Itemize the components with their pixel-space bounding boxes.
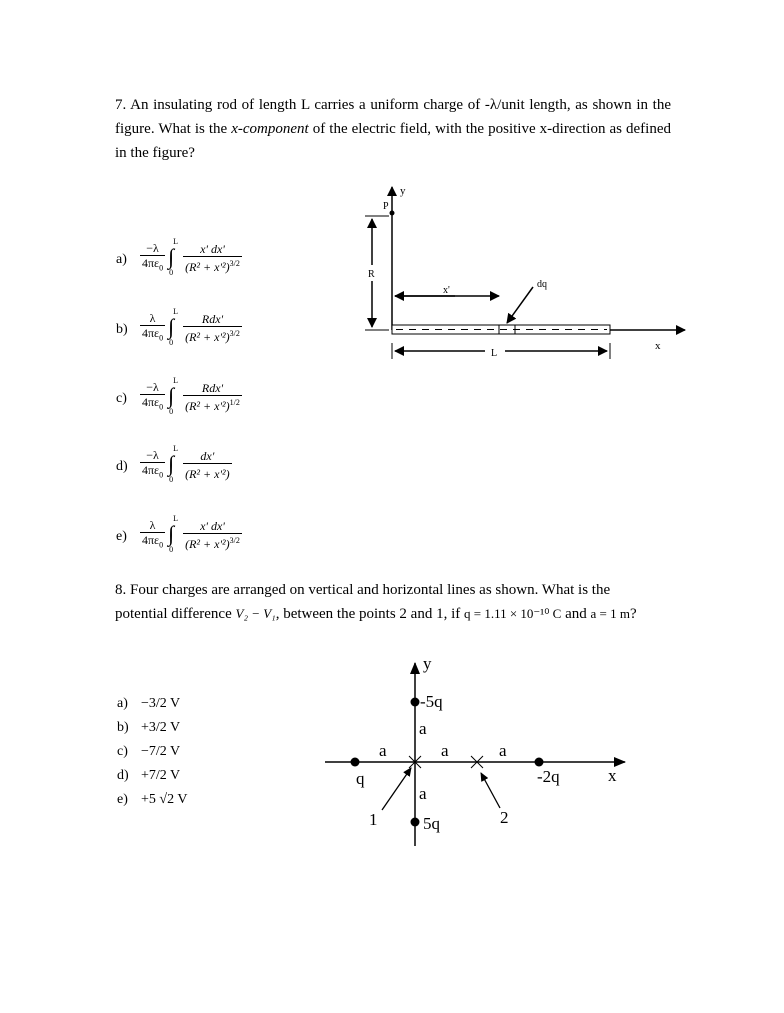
coefficient-numerator: λ	[149, 518, 156, 532]
integral-symbol: ∫	[168, 244, 175, 270]
integral-sign	[167, 307, 181, 348]
integral-symbol: ∫	[168, 383, 175, 409]
integrand-numerator: Rdx'	[201, 381, 224, 396]
q8-text-and: and	[561, 606, 591, 622]
integral-lower-limit: 0	[169, 475, 174, 485]
question-7-text	[115, 93, 671, 165]
q8-option-d-label: d)	[117, 768, 129, 783]
q8-point-2-label: 2	[500, 808, 509, 827]
q8-option-b-value: +3/2 V	[141, 720, 181, 735]
q8-option-d[interactable]	[117, 764, 187, 788]
integral-sign	[167, 237, 181, 278]
q7-option-formula	[140, 237, 242, 278]
integral-upper-limit: L	[173, 376, 178, 386]
q8-text-a-value: a = 1 m	[590, 606, 630, 621]
q7-dq-label: dq	[537, 279, 547, 290]
den-sub: 0	[159, 402, 164, 412]
den-coef: 4πε	[142, 395, 160, 409]
q8-charge-top-label: -5q	[420, 692, 443, 711]
q8-a-label-right: a	[499, 741, 507, 760]
integral-upper-limit: L	[173, 307, 178, 317]
integral-lower-limit: 0	[169, 338, 174, 348]
q8-option-c-label: c)	[117, 744, 128, 759]
q8-option-e-value: +5 √2 V	[141, 792, 188, 807]
q8-charge-bottom-dot	[411, 818, 420, 827]
integrand-denominator	[183, 463, 232, 481]
q7-option-label[interactable]: d)	[116, 459, 128, 474]
den-sub: 0	[159, 333, 164, 343]
den-base: (R² + x'²)	[185, 467, 230, 482]
coefficient-denominator	[140, 255, 165, 275]
q8-y-label: y	[423, 654, 432, 673]
q7-option-formula	[140, 444, 232, 485]
q8-text-end: ?	[629, 606, 637, 622]
integrand-numerator: x' dx'	[200, 242, 225, 257]
den-sub: 0	[159, 540, 164, 550]
coefficient-numerator: −λ	[146, 448, 159, 462]
q8-a-label-left: a	[379, 741, 387, 760]
den-sub: 0	[159, 470, 164, 480]
coefficient-denominator	[140, 532, 165, 552]
integrand-fraction	[183, 519, 242, 551]
den-coef: 4πε	[142, 256, 160, 270]
den-base: (R² + x'²)	[185, 399, 230, 414]
q7-text-end: of the electric field, with the positive x-direction as defined in the figure?	[115, 121, 672, 161]
q8-option-d-value: +7/2 V	[141, 768, 181, 783]
coefficient-numerator: −λ	[146, 380, 159, 394]
q7-figure	[355, 175, 695, 375]
coefficient-fraction	[140, 311, 165, 345]
q8-option-c[interactable]	[117, 740, 187, 764]
q8-text-pre: potential difference	[115, 606, 236, 622]
den-sub: 0	[159, 263, 164, 273]
integrand-fraction	[183, 312, 242, 344]
q8-option-c-value: −7/2 V	[141, 744, 181, 759]
q8-point-1-arrow	[382, 768, 411, 810]
q8-text-q-value: q = 1.11 × 10⁻¹⁰ C	[464, 606, 562, 621]
integral-symbol: ∫	[168, 451, 175, 477]
q8-charge-left-label: q	[356, 769, 365, 788]
integral-upper-limit: L	[173, 514, 178, 524]
integrand-denominator	[183, 533, 242, 551]
q8-point-2-arrow	[481, 773, 500, 808]
coefficient-fraction	[140, 518, 165, 552]
q8-option-b-label: b)	[117, 720, 129, 735]
coefficient-denominator	[140, 394, 165, 414]
q7-option-label[interactable]: c)	[116, 391, 127, 406]
q7-p-label: P	[383, 201, 389, 212]
q8-figure	[320, 650, 640, 850]
integral-upper-limit: L	[173, 237, 178, 247]
q8-a-label-up: a	[419, 719, 427, 738]
integral-symbol: ∫	[168, 521, 175, 547]
integrand-numerator: dx'	[200, 449, 215, 464]
q8-option-a[interactable]	[117, 692, 187, 716]
den-base: (R² + x'²)	[185, 330, 230, 345]
q8-text-potential: V₂ − V₁	[235, 606, 276, 621]
q7-text-start: 7. An insulating rod of length L carries a uniform charge of -λ/unit length, as shown in the figure. What is the	[115, 97, 671, 137]
integral-lower-limit: 0	[169, 268, 174, 278]
coefficient-numerator: λ	[149, 311, 156, 325]
q8-charge-bottom-label: 5q	[423, 814, 440, 833]
q8-charge-right-label: -2q	[537, 767, 560, 786]
coefficient-fraction	[140, 448, 165, 482]
integral-sign	[167, 514, 181, 555]
integrand-numerator: Rdx'	[201, 312, 224, 327]
q8-option-a-value: −3/2 V	[141, 696, 181, 711]
q8-option-e-label: e)	[117, 792, 128, 807]
integrand-denominator	[183, 395, 242, 413]
q8-point-1-label: 1	[369, 810, 378, 829]
q8-text-line1: 8. Four charges are arranged on vertical and horizontal lines as shown. What is the	[115, 582, 611, 598]
den-exponent: 3/2	[229, 329, 240, 339]
integral-upper-limit: L	[173, 444, 178, 454]
integrand-fraction	[183, 449, 232, 481]
question-8-text	[115, 578, 671, 626]
coefficient-denominator	[140, 325, 165, 345]
q7-option-label[interactable]: a)	[116, 252, 127, 267]
den-exponent: 3/2	[229, 536, 240, 546]
integral-lower-limit: 0	[169, 407, 174, 417]
q7-option-formula	[140, 376, 242, 417]
q8-text-mid: , between the points 2 and 1, if	[275, 606, 464, 622]
q8-a-label-mid: a	[441, 741, 449, 760]
q8-charge-left-dot	[351, 758, 360, 767]
integral-sign	[167, 444, 181, 485]
den-exponent: 3/2	[229, 259, 240, 269]
den-exponent: 1/2	[229, 398, 240, 408]
q7-option-label[interactable]: e)	[116, 529, 127, 544]
integral-sign	[167, 376, 181, 417]
den-coef: 4πε	[142, 326, 160, 340]
coefficient-denominator	[140, 462, 165, 482]
coefficient-fraction	[140, 380, 165, 414]
q7-option-label[interactable]: b)	[116, 322, 128, 337]
q8-text-line2	[115, 602, 671, 626]
integrand-denominator	[183, 256, 242, 274]
integral-lower-limit: 0	[169, 545, 174, 555]
q8-option-b[interactable]	[117, 716, 187, 740]
coefficient-numerator: −λ	[146, 241, 159, 255]
den-coef: 4πε	[142, 463, 160, 477]
q7-dq-arrow	[507, 287, 533, 323]
integrand-numerator: x' dx'	[200, 519, 225, 534]
q7-l-label: L	[491, 348, 498, 359]
q8-charge-right-dot	[535, 758, 544, 767]
den-coef: 4πε	[142, 533, 160, 547]
q7-text-emphasis: x-component	[231, 121, 309, 137]
q7-option-formula	[140, 514, 242, 555]
q8-x-label: x	[608, 766, 617, 785]
integrand-denominator	[183, 326, 242, 344]
q8-charge-top-dot	[411, 698, 420, 707]
integrand-fraction	[183, 242, 242, 274]
q8-options	[117, 692, 187, 812]
q8-option-e[interactable]	[117, 788, 187, 812]
integrand-fraction	[183, 381, 242, 413]
q8-option-a-label: a)	[117, 696, 128, 711]
q7-y-label: y	[400, 185, 406, 197]
q7-option-formula	[140, 307, 242, 348]
q8-a-label-down: a	[419, 784, 427, 803]
q7-xprime-label: x'	[443, 285, 450, 296]
den-base: (R² + x'²)	[185, 260, 230, 275]
coefficient-fraction	[140, 241, 165, 275]
integral-symbol: ∫	[168, 314, 175, 340]
q7-point-p	[390, 211, 395, 216]
q7-r-label: R	[368, 269, 375, 280]
den-base: (R² + x'²)	[185, 537, 230, 552]
q7-x-label: x	[655, 340, 661, 352]
